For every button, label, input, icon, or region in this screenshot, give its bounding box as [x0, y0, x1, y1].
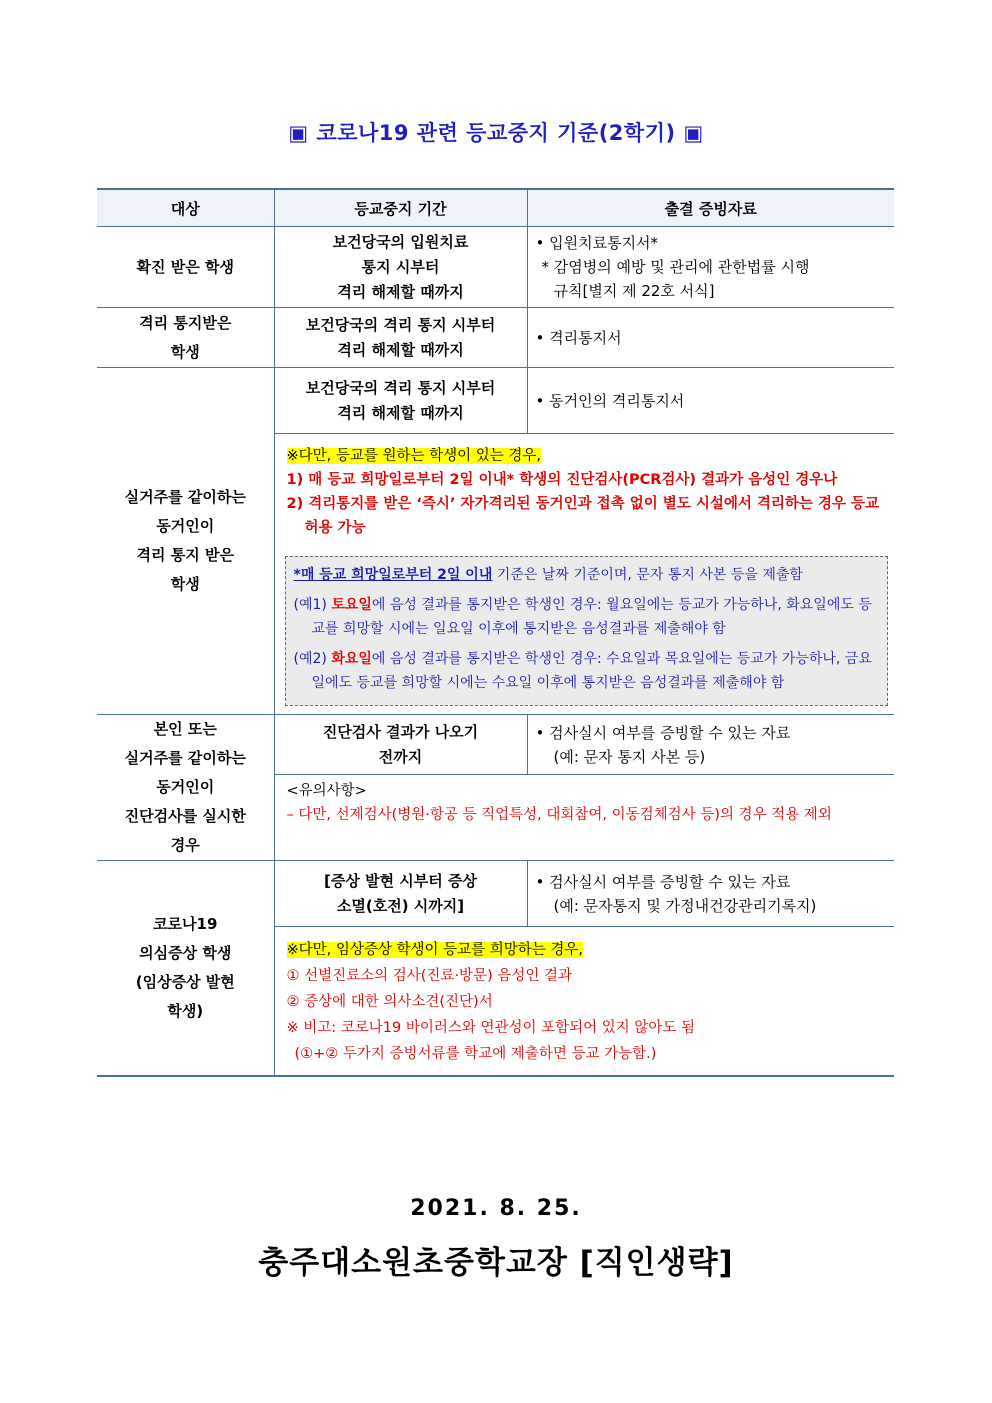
row1-evidence: • 입원치료통지서* * 감염병의 예방 및 관리에 관한법률 시행 규칙[별지 제 22호 서식]	[527, 227, 894, 308]
table-row	[97, 308, 894, 368]
row1-period: 보건당국의 입원치료 통지 시부터 격리 해제할 때까지	[274, 227, 527, 308]
header-evidence: 출결 증빙자료	[527, 189, 894, 227]
row5-evidence: • 검사실시 여부를 증빙할 수 있는 자료 (예: 문자통지 및 가정내건강관리기록지)	[527, 861, 894, 927]
row4-note-body: – 다만, 선제검사(병원·항공 등 직업특성, 대회참여, 이동검체검사 등)의 경우 적용 제외	[286, 807, 832, 824]
row4-note	[274, 775, 894, 861]
row3-evidence: • 동거인의 격리통지서	[527, 368, 894, 434]
row2-subject: 격리 통지받은 학생	[97, 308, 274, 368]
header-period: 등교중지 기간	[274, 189, 527, 227]
row2-evidence: • 격리통지서	[527, 308, 894, 368]
row5-note-4: (①+② 두가지 증빙서류를 학교에 제출하면 등교 가능함.)	[294, 1046, 657, 1062]
row5-note-3: ※ 비고: 코로나19 바이러스와 연관성이 포함되어 있지 않아도 됨	[286, 1020, 696, 1036]
row3-period: 보건당국의 격리 통지 시부터 격리 해제할 때까지	[274, 368, 527, 434]
row5-period: [증상 발현 시부터 증상 소멸(호전) 시까지]	[274, 861, 527, 927]
document-date: 2021. 8. 25.	[410, 1196, 582, 1221]
row5-subject: 코로나19 의심증상 학생 (임상증상 발현 학생)	[97, 861, 274, 1077]
row3-example-box: *매 등교 희망일로부터 2일 이내 기준은 날짜 기준이며, 문자 통지 사본 등을 제출함 (예1) 토요일에 음성 결과를 통지받은 학생인 경우: 월요일에는 등교가 가능하나, 화요일에도 등교를 희망할 시에는 일요일 이후에 통지받은 음성결과를 제출해야 함 (예2) 화요일에 음성 결과를 통지받은 학생인 경우: 수요일과 목요일에는 등교가 가능하나, 금요일에도 등교를 희망할 시에는 수요일 이후에 통지받은 음성결과를 제출해야 함	[285, 556, 889, 706]
row4-note-head: <유의사항>	[286, 783, 367, 800]
header-subject: 대상	[97, 189, 274, 227]
table-row	[97, 715, 894, 775]
row5-note	[274, 927, 894, 1077]
table-row	[97, 227, 894, 308]
row3-note-2: 2) 격리통지를 받은 ‘즉시’ 자가격리된 동거인과 접촉 없이 별도 시설에서 격리하는 경우 등교 허용 가능	[286, 496, 880, 536]
row5-note-2: ② 증상에 대한 의사소견(진단)서	[286, 994, 493, 1010]
row3-subject: 실거주를 같이하는 동거인이 격리 통지 받은 학생	[97, 368, 274, 715]
document-title: ▣ 코로나19 관련 등교중지 기준(2학기) ▣	[288, 121, 704, 145]
row3-note-1: 1) 매 등교 희망일로부터 2일 이내* 학생의 진단검사(PCR검사) 결과가 음성인 경우나	[286, 472, 838, 488]
row2-period: 보건당국의 격리 통지 시부터 격리 해제할 때까지	[274, 308, 527, 368]
row3-note	[274, 434, 894, 715]
table-row	[97, 368, 894, 434]
criteria-table	[97, 188, 894, 1077]
principal-signature: 충주대소원초중학교장 [직인생략]	[258, 1245, 734, 1281]
row3-note-intro: ※다만, 등교를 원하는 학생이 있는 경우,	[286, 448, 542, 464]
row5-note-1: ① 선별진료소의 검사(진료·방문) 음성인 결과	[286, 968, 572, 984]
row5-note-intro: ※다만, 임상증상 학생이 등교를 희망하는 경우,	[286, 942, 584, 958]
row1-subject: 확진 받은 학생	[97, 227, 274, 308]
table-header-row	[97, 189, 894, 227]
table-row	[97, 861, 894, 927]
row4-subject: 본인 또는 실거주를 같이하는 동거인이 진단검사를 실시한 경우	[97, 715, 274, 861]
row4-period: 진단검사 결과가 나오기 전까지	[274, 715, 527, 775]
row4-evidence: • 검사실시 여부를 증빙할 수 있는 자료 (예: 문자 통지 사본 등)	[527, 715, 894, 775]
